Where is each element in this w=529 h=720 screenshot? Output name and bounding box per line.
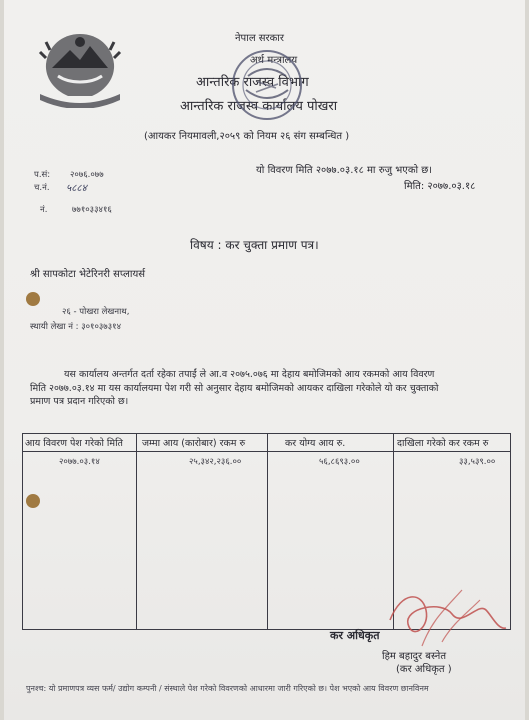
- header-rule: (आयकर नियमावली,२०५९ को नियम २६ संग सम्बन्धित ): [144, 131, 350, 142]
- table-header-cell: आय विवरण पेश गरेको मिति: [25, 438, 123, 449]
- table-cell: २५,३४२,२३६.००: [189, 457, 242, 467]
- table-header-cell: कर योग्य आय रु.: [285, 438, 346, 449]
- subject-line: विषय : कर चुक्ता प्रमाण पत्र।: [190, 238, 319, 252]
- table-divider: [136, 434, 137, 629]
- table-cell: २०७७.०३.१४: [59, 457, 100, 467]
- body-line: मिति २०७७.०३.१४ मा यस कार्यालयमा पेश गरी सो अनुसार देहाय बमोजिमको आयकर दाखिला गरेकोले यो कर चुक्ताको: [30, 382, 439, 394]
- document-page: [4, 0, 525, 720]
- signature-role: कर अधिकृत: [330, 629, 380, 642]
- signature-scribble-icon: [382, 580, 512, 650]
- table-header-cell: जम्मा आय (कारोबार) रकम रु: [142, 438, 246, 449]
- addressee-name: श्री सापकोटा भेटेरिनरी सप्लायर्स: [30, 269, 146, 280]
- header-ministry: अर्थ मन्त्रालय: [250, 55, 298, 66]
- footer-note: पुनश्च: यो प्रमाणपत्र व्यस फर्म/ उद्योग कम्पनी / संस्थाले पेश गरेको विवरणको आधारमा जारी गरिएको छ। पेश भएको आय विवरण छानविनम: [26, 684, 429, 693]
- no-label: नं.: [40, 205, 48, 215]
- signatory-title: (कर अधिकृत ): [396, 664, 452, 675]
- body-line: यस कार्यालय अन्तर्गत दर्ता रहेका तपाईं ले आ.व २०७५.०७६ मा देहाय बमोजिमको आय रकमको आय विवरण: [64, 369, 435, 380]
- header-department: आन्तरिक राजस्व विभाग: [196, 75, 309, 90]
- signatory-name: हिम बहादुर बस्नेत: [382, 651, 447, 662]
- ps-label: प.सं:: [34, 170, 51, 180]
- submitted-note: यो विवरण मिति २०७७.०३.१८ मा रुजु भएको छ।: [256, 165, 433, 176]
- ps-value: २०७६.०७७: [70, 170, 104, 180]
- addressee-pan: स्थायी लेखा नं : ३०१०३७३१४: [30, 322, 121, 332]
- body-paragraph: [30, 368, 510, 409]
- chn-value: ५८८४: [66, 183, 87, 194]
- office-stamp-icon: [228, 46, 306, 124]
- addressee-address: २६ - पोखरा लेखनाथ,: [62, 307, 130, 317]
- header-office: आन्तरिक राजस्व कार्यालय पोखरा: [180, 99, 338, 114]
- body-line: प्रमाण पत्र प्रदान गरिएको छ।: [30, 396, 129, 407]
- header-government: नेपाल सरकार: [235, 33, 284, 44]
- table-header-cell: दाखिला गरेको कर रकम रु: [397, 438, 489, 449]
- nepal-emblem-icon: [32, 28, 128, 108]
- table-cell: ५६,८६९३.००: [319, 457, 360, 467]
- table-divider: [267, 434, 268, 629]
- no-value: ७७१०३३४१६: [72, 205, 112, 215]
- binder-hole: [26, 292, 40, 306]
- issue-date: मिति: २०७७.०३.१८: [404, 181, 476, 192]
- chn-label: च.नं.: [34, 183, 50, 193]
- table-cell: ३३,५३९.००: [459, 457, 496, 467]
